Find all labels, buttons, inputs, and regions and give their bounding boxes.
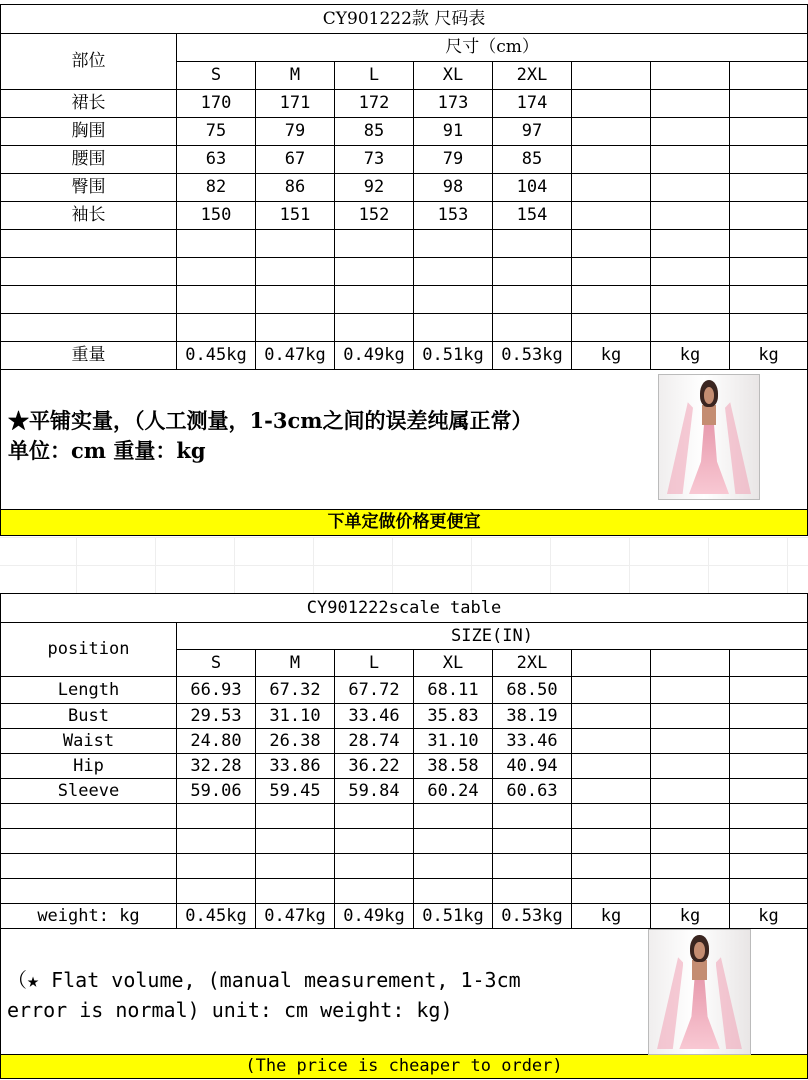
cell bbox=[730, 90, 808, 118]
cell bbox=[730, 677, 808, 704]
empty-row bbox=[1, 829, 808, 854]
cell: 97 bbox=[493, 118, 572, 146]
weight-cell: 0.53kg bbox=[493, 342, 572, 370]
weight-cell: kg bbox=[651, 342, 730, 370]
table-title: CY901222款 尺码表 bbox=[1, 5, 808, 34]
cell: 31.10 bbox=[414, 729, 493, 754]
empty-row bbox=[1, 230, 808, 258]
size-label: S bbox=[177, 650, 256, 677]
cell bbox=[572, 729, 651, 754]
size-label bbox=[730, 62, 808, 90]
row-label: Waist bbox=[1, 729, 177, 754]
weight-label: 重量 bbox=[1, 342, 177, 370]
empty-row bbox=[1, 804, 808, 829]
size-label: S bbox=[177, 62, 256, 90]
weight-cell: 0.51kg bbox=[414, 342, 493, 370]
gap-grid bbox=[0, 537, 808, 593]
weight-cell: 0.49kg bbox=[335, 904, 414, 929]
cell bbox=[572, 90, 651, 118]
cell: 31.10 bbox=[256, 704, 335, 729]
cell: 152 bbox=[335, 202, 414, 230]
cell: 59.06 bbox=[177, 779, 256, 804]
row-label: Bust bbox=[1, 704, 177, 729]
cell: 40.94 bbox=[493, 754, 572, 779]
cell: 171 bbox=[256, 90, 335, 118]
promo-banner: 下单定做价格更便宜 bbox=[1, 510, 808, 536]
cell bbox=[651, 779, 730, 804]
size-label: XL bbox=[414, 62, 493, 90]
cell: 85 bbox=[493, 146, 572, 174]
cell bbox=[651, 118, 730, 146]
cell: 68.50 bbox=[493, 677, 572, 704]
cell bbox=[730, 779, 808, 804]
empty-row bbox=[1, 854, 808, 879]
cell bbox=[651, 677, 730, 704]
cell: 150 bbox=[177, 202, 256, 230]
cell: 67 bbox=[256, 146, 335, 174]
weight-label: weight: kg bbox=[1, 904, 177, 929]
cell: 33.46 bbox=[335, 704, 414, 729]
row-label: 袖长 bbox=[1, 202, 177, 230]
row-label: Hip bbox=[1, 754, 177, 779]
row-label: Length bbox=[1, 677, 177, 704]
cell bbox=[572, 202, 651, 230]
cell: 67.72 bbox=[335, 677, 414, 704]
cell: 75 bbox=[177, 118, 256, 146]
table-row bbox=[1, 754, 808, 779]
cell: 153 bbox=[414, 202, 493, 230]
cell bbox=[572, 146, 651, 174]
note-line: （★ Flat volume, (manual measurement, 1-3cm bbox=[7, 968, 521, 992]
table-row bbox=[1, 779, 808, 804]
row-label: 腰围 bbox=[1, 146, 177, 174]
cell: 154 bbox=[493, 202, 572, 230]
cell bbox=[730, 754, 808, 779]
cell: 172 bbox=[335, 90, 414, 118]
size-label: M bbox=[256, 62, 335, 90]
weight-cell: 0.45kg bbox=[177, 904, 256, 929]
cell bbox=[651, 704, 730, 729]
note-line: ★平铺实量，（人工测量，1-3cm之间的误差纯属正常） bbox=[8, 408, 533, 433]
cell: 35.83 bbox=[414, 704, 493, 729]
product-photo bbox=[658, 374, 760, 500]
cell: 33.46 bbox=[493, 729, 572, 754]
weight-cell: kg bbox=[730, 904, 808, 929]
table-row bbox=[1, 174, 808, 202]
row-label: 裙长 bbox=[1, 90, 177, 118]
note-line: error is normal) unit: cm weight: kg) bbox=[7, 998, 453, 1022]
empty-row bbox=[1, 314, 808, 342]
weight-cell: 0.45kg bbox=[177, 342, 256, 370]
weight-cell: 0.47kg bbox=[256, 342, 335, 370]
position-header: position bbox=[1, 623, 177, 677]
cell: 173 bbox=[414, 90, 493, 118]
cell: 67.32 bbox=[256, 677, 335, 704]
weight-cell: kg bbox=[572, 342, 651, 370]
table-row bbox=[1, 90, 808, 118]
position-header: 部位 bbox=[1, 34, 177, 90]
size-label: L bbox=[335, 62, 414, 90]
cell: 28.74 bbox=[335, 729, 414, 754]
size-label bbox=[572, 650, 651, 677]
cell bbox=[572, 118, 651, 146]
row-label: 胸围 bbox=[1, 118, 177, 146]
cell: 73 bbox=[335, 146, 414, 174]
weight-row bbox=[1, 342, 808, 370]
size-header: SIZE(IN) bbox=[177, 623, 808, 650]
table-row bbox=[1, 704, 808, 729]
size-label bbox=[730, 650, 808, 677]
cell bbox=[572, 704, 651, 729]
row-label: Sleeve bbox=[1, 779, 177, 804]
weight-cell: 0.49kg bbox=[335, 342, 414, 370]
cell bbox=[730, 704, 808, 729]
size-label: XL bbox=[414, 650, 493, 677]
cell: 38.19 bbox=[493, 704, 572, 729]
cell: 79 bbox=[256, 118, 335, 146]
cell: 82 bbox=[177, 174, 256, 202]
cell: 29.53 bbox=[177, 704, 256, 729]
cell bbox=[572, 677, 651, 704]
table-row bbox=[1, 677, 808, 704]
table-row bbox=[1, 146, 808, 174]
cell bbox=[572, 779, 651, 804]
size-label bbox=[572, 62, 651, 90]
cell bbox=[730, 146, 808, 174]
cell: 32.28 bbox=[177, 754, 256, 779]
cell: 174 bbox=[493, 90, 572, 118]
cell: 60.63 bbox=[493, 779, 572, 804]
product-photo bbox=[648, 929, 751, 1055]
table-row bbox=[1, 729, 808, 754]
table-title: CY901222scale table bbox=[1, 594, 808, 623]
cell: 151 bbox=[256, 202, 335, 230]
cell: 26.38 bbox=[256, 729, 335, 754]
size-label: 2XL bbox=[493, 62, 572, 90]
size-label: L bbox=[335, 650, 414, 677]
promo-banner: (The price is cheaper to order) bbox=[1, 1055, 808, 1079]
cell: 92 bbox=[335, 174, 414, 202]
note-line: 单位：cm 重量：kg bbox=[8, 438, 206, 463]
empty-row bbox=[1, 286, 808, 314]
cell bbox=[572, 754, 651, 779]
weight-cell: 0.51kg bbox=[414, 904, 493, 929]
cell: 24.80 bbox=[177, 729, 256, 754]
cell bbox=[730, 729, 808, 754]
cell: 59.45 bbox=[256, 779, 335, 804]
cell: 170 bbox=[177, 90, 256, 118]
cell: 68.11 bbox=[414, 677, 493, 704]
size-label: 2XL bbox=[493, 650, 572, 677]
weight-cell: kg bbox=[730, 342, 808, 370]
empty-row bbox=[1, 879, 808, 904]
cell bbox=[572, 174, 651, 202]
cell: 60.24 bbox=[414, 779, 493, 804]
cell bbox=[730, 174, 808, 202]
cell: 63 bbox=[177, 146, 256, 174]
weight-cell: 0.47kg bbox=[256, 904, 335, 929]
cell: 86 bbox=[256, 174, 335, 202]
cell bbox=[651, 146, 730, 174]
cell bbox=[651, 202, 730, 230]
cell bbox=[651, 754, 730, 779]
size-label: M bbox=[256, 650, 335, 677]
cell bbox=[651, 174, 730, 202]
cell: 59.84 bbox=[335, 779, 414, 804]
cell bbox=[651, 90, 730, 118]
row-label: 臀围 bbox=[1, 174, 177, 202]
weight-cell: kg bbox=[651, 904, 730, 929]
cell bbox=[651, 729, 730, 754]
cell: 98 bbox=[414, 174, 493, 202]
cell: 91 bbox=[414, 118, 493, 146]
cell: 36.22 bbox=[335, 754, 414, 779]
empty-row bbox=[1, 258, 808, 286]
size-label bbox=[651, 650, 730, 677]
table-row bbox=[1, 118, 808, 146]
size-label bbox=[651, 62, 730, 90]
cell: 33.86 bbox=[256, 754, 335, 779]
cell: 85 bbox=[335, 118, 414, 146]
cell: 104 bbox=[493, 174, 572, 202]
weight-cell: kg bbox=[572, 904, 651, 929]
table-row bbox=[1, 202, 808, 230]
cell bbox=[730, 202, 808, 230]
weight-cell: 0.53kg bbox=[493, 904, 572, 929]
cell bbox=[730, 118, 808, 146]
cell: 79 bbox=[414, 146, 493, 174]
cell: 66.93 bbox=[177, 677, 256, 704]
cell: 38.58 bbox=[414, 754, 493, 779]
size-header: 尺寸（cm） bbox=[177, 34, 808, 62]
weight-row bbox=[1, 904, 808, 929]
